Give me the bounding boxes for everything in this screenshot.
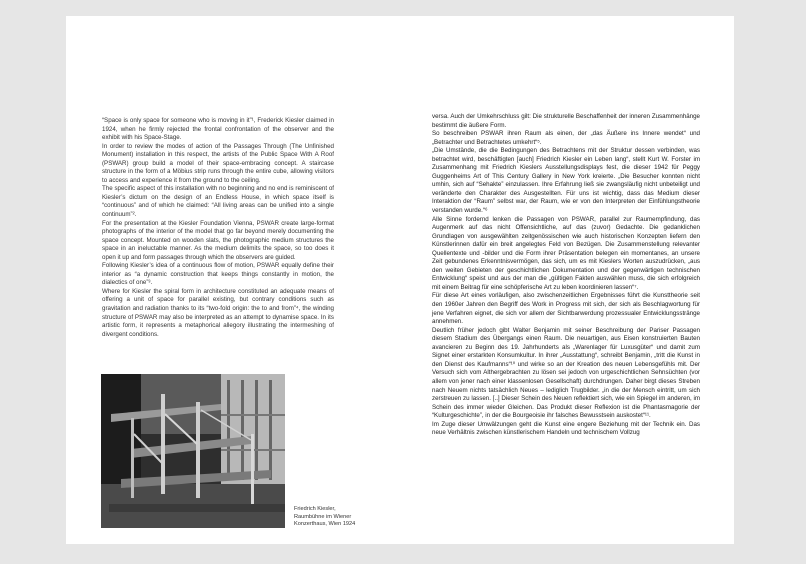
- page-spread: [66, 16, 734, 544]
- paragraph: Following Kiesler’s idea of a continuous flow of motion, PSWAR equally define their interior as “a dynamic construction that keeps things constantly in motion, the dialectics of one”³.: [102, 262, 334, 287]
- photo-caption: [294, 506, 374, 529]
- paragraph: In order to review the modes of action of the Passages Through (The Unfinished Monument) installation in this respect, the artists of the Public Space With A Roof (PSWAR) group build a model of their space-embracing concept. A staircase structure in the form of a Möbius strip runs through the entire cube, allowing visitors to access and experience it from the ground to the ceiling.: [102, 142, 334, 184]
- paragraph: Für diese Art eines vorläufigen, also zwischenzeitlichen Ergebnisses führt die Kunsttheorie seit den 1960er Jahren den Begriff des Work in Progress mit sich, der sich als Beschlagwortung für jene Verfahren eignet, die sich vor allem der Sichtbarwerdung prozessualer Entwicklungsstränge annehmen.: [432, 292, 700, 326]
- paragraph: „Die Umstände, die die Bedingungen des Betrachtens mit der Struktur dessen verbinden, was betrachtet wird, beschäftigten [auch] Friedrich Kiesler ein Leben lang“, stellt Kurt W. Forster im Zusammenhang mit Friedrich Kieslers Ausstellungsdisplays fest, die dieser 1942 für Peggy Guggenheims Art of This Century Gallery in New York kreierte. „Die Besucher konnten nicht umhin, sich auf “Sehakte” einzulassen. Ihre Erfahrung ließ sie zwangsläufig nicht unbeteiligt und veränderte den Charakter des Ausgestellten. Für uns ist wichtig, dass das Medium dieser Interaktion der “Raum” selbst war, der Raum, wie er von den Interpreten der Einfühlungstheorie verstanden wurde.“⁶: [432, 147, 700, 215]
- paragraph: “Space is only space for someone who is moving in it”¹, Frederick Kiesler claimed in 1924, when he firmly rejected the frontal confrontation of the observer and the exhibit with his Space-Stage.: [102, 117, 334, 142]
- paragraph: The specific aspect of this installation with no beginning and no end is reminiscent of Kiesler’s dictum on the design of an Endless House, in which space itself is “continuous” and of which he claimed: “All living areas can be unified into a single continuum”².: [102, 185, 334, 219]
- paragraph: Alle Sinne fordernd lenken die Passagen von PSWAR, parallel zur Raumempfindung, das Augenmerk auf das nicht Offensichtliche, auf das (zuvor) Gedachte. Die gedanklichen Grundlagen von ausgewählten zeitgenössischen wie auch historischen Konzepten liefern den Künstlerinnen dafür ein breit angelegtes Feld von Bezügen. Die Zusammenstellung relevanter Quellentexte und -bilder und die Form ihrer Präsentation belegen ein momentanes, an unsere Zeit gebundenes Erkenntnisvermögen, das sich, um es mit Kieslers Worten auszudrücken, „aus den weiten Gebieten der geschichtlichen Dokumentation und der gegenwärtigen technischen Entwicklung“ speist und aus der man die „gültigen Fakten auswählen muss, die sich erfolgreich mit einem Beitrag für eine schöpferische Art zu leben koordinieren lassen“⁷.: [432, 215, 700, 291]
- paragraph: For the presentation at the Kiesler Foundation Vienna, PSWAR create large-format photographs of the interior of the model that go far beyond merely documenting the space concept. Mounted on wooden slats, the photographic medium structures the space in an ineluctable manner. As the medium delimits the space, so too does it open it up and form passages through which the observers are guided.: [102, 219, 334, 261]
- space-stage-photograph: [101, 374, 285, 528]
- caption-line: Konzerthaus, Wien 1924: [294, 521, 356, 528]
- left-text-column: [102, 117, 334, 339]
- paragraph: So beschreiben PSWAR ihren Raum als einen, der „das Äußere ins Innere wendet“ und „Betrachter und Betrachtetes umkehrt“⁵.: [432, 130, 700, 146]
- caption-line: Raumbühne im Wiener: [294, 513, 352, 520]
- paragraph: versa. Auch der Umkehrschluss gilt: Die strukturelle Beschaffenheit der inneren Zusammenhänge bestimmt die äußere Form.: [432, 113, 700, 129]
- right-text-column: [432, 113, 700, 438]
- paragraph: Where for Kiesler the spiral form in architecture constituted an adequate means of offering a unit of space for parallel existing, but contrary conditions such as gravitation and radiation thanks to its “two-fold origin: the to and from”⁴, the winding structure of PSWAR may also be interpreted as an attempt to dynamise space. In its artistic form, it represents a metaphorical allegory illustrating the intermeshing of divergent conditions.: [102, 287, 334, 338]
- caption-line: Friedrich Kiesler,: [294, 506, 336, 512]
- paragraph: Deutlich früher jedoch gibt Walter Benjamin mit seiner Beschreibung der Pariser Passagen diesem Stadium des Übergangs einen Raum. Die neuartigen, aus Eisen konstruierten Bauten avancieren zu Beginn des 19. Jahrhunderts als „Warenlager für Luxusgüter“ und damit zum Signet einer erstarkten Konsumkultur. In ihrer „Ausstattung“, schreibt Benjamin, „tritt die Kunst in den Dienst des Kaufmanns“¹⁰ und wirke so an der Kreation des neuen Lebensgefühls mit. Der Versuch sich vom Althergebrachten zu lösen sei jedoch von urgeschichtlichen Sehnsüchten (vor allem von jener nach einer klassenlosen Gesellschaft) durchdrungen. Daher birgt dieses Streben nach Neuem nichts tatsächlich Neues – lediglich Trugbilder. „in die der Mensch eintritt, um sich zerstreuen zu lassen. [..] Dieser Schein des Neuen reflektiert sich, wie ein Spiegel im anderen, im Schein des immer wieder Gleichen. Das Produkt dieser Reflexion ist die Phantasmagorie der “Kulturgeschichte”, in der die Bourgeoisie ihr falsches Bewusstsein auskostet“¹¹.: [432, 326, 700, 420]
- paragraph: Im Zuge dieser Umwälzungen geht die Kunst eine engere Beziehung mit der Technik ein. Das neue Verhältnis zwischen künstlerischem Handeln und technischem Vollzug: [432, 420, 700, 437]
